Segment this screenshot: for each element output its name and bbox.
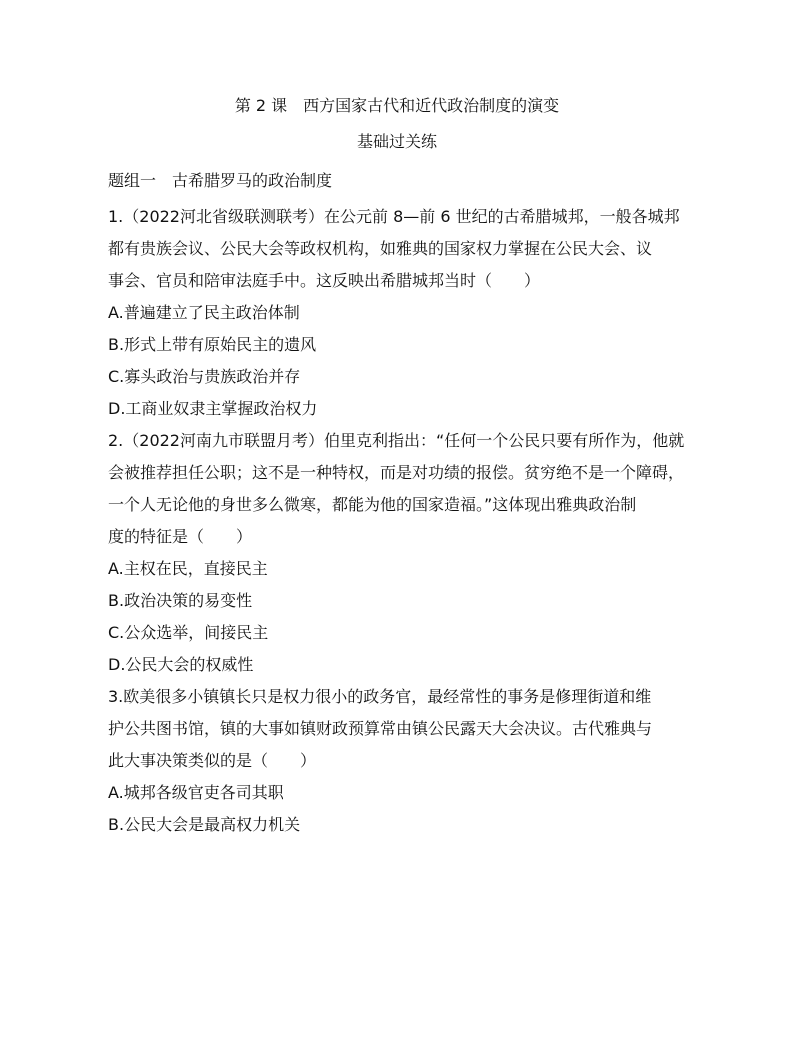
question-2-option-c: C.公众选举，间接民主 bbox=[108, 623, 269, 642]
question-1-option-d: D.工商业奴隶主掌握政治权力 bbox=[108, 399, 318, 418]
question-1-option-b: B.形式上带有原始民主的遗风 bbox=[108, 335, 317, 354]
question-2-stem-line-1: 2.（2022河南九市联盟月考）伯里克利指出：“任何一个公民只要有所作为，他就 bbox=[108, 431, 685, 450]
question-1-option-c: C.寡头政治与贵族政治并存 bbox=[108, 367, 301, 386]
question-3-stem-line-2: 护公共图书馆，镇的大事如镇财政预算常由镇公民露天大会决议。古代雅典与 bbox=[108, 719, 653, 738]
question-2-option-d: D.公民大会的权威性 bbox=[108, 655, 254, 674]
question-3-option-a: A.城邦各级官吏各司其职 bbox=[108, 783, 284, 802]
question-2 bbox=[108, 429, 688, 685]
question-1-stem-line-2: 都有贵族会议、公民大会等政权机构，如雅典的国家权力掌握在公民大会、议 bbox=[108, 239, 653, 258]
question-1-stem-line-3: 事会、官员和陪审法庭手中。这反映出希腊城邦当时（ ） bbox=[108, 271, 541, 290]
question-2-stem-line-3: 一个人无论他的身世多么微寒，都能为他的国家造福。”这体现出雅典政治制 bbox=[108, 495, 637, 514]
lesson-title: 第 2 课 西方国家古代和近代政治制度的演变 bbox=[234, 96, 560, 115]
question-1-stem-line-1: 1.（2022河北省级联测联考）在公元前 8—前 6 世纪的古希腊城邦，一般各城邦 bbox=[108, 207, 680, 226]
question-2-option-a: A.主权在民，直接民主 bbox=[108, 559, 268, 578]
question-2-option-b: B.政治决策的易变性 bbox=[108, 591, 253, 610]
group-title: 题组一 古希腊罗马的政治制度 bbox=[108, 171, 333, 190]
question-list bbox=[108, 169, 688, 845]
question-3-option-b: B.公民大会是最高权力机关 bbox=[108, 815, 301, 834]
question-2-stem-line-4: 度的特征是（ ） bbox=[108, 527, 253, 546]
question-2-stem-line-2: 会被推荐担任公职；这不是一种特权，而是对功绩的报偿。贫穷绝不是一个障碍， bbox=[108, 463, 685, 482]
question-3-stem-line-3: 此大事决策类似的是（ ） bbox=[108, 751, 317, 770]
question-1 bbox=[108, 205, 688, 429]
question-3 bbox=[108, 685, 688, 845]
question-3-stem-line-1: 3.欧美很多小镇镇长只是权力很小的政务官，最经常性的事务是修理街道和维 bbox=[108, 687, 652, 706]
question-1-option-a: A.普遍建立了民主政治体制 bbox=[108, 303, 300, 322]
section-title: 基础过关练 bbox=[356, 132, 437, 151]
